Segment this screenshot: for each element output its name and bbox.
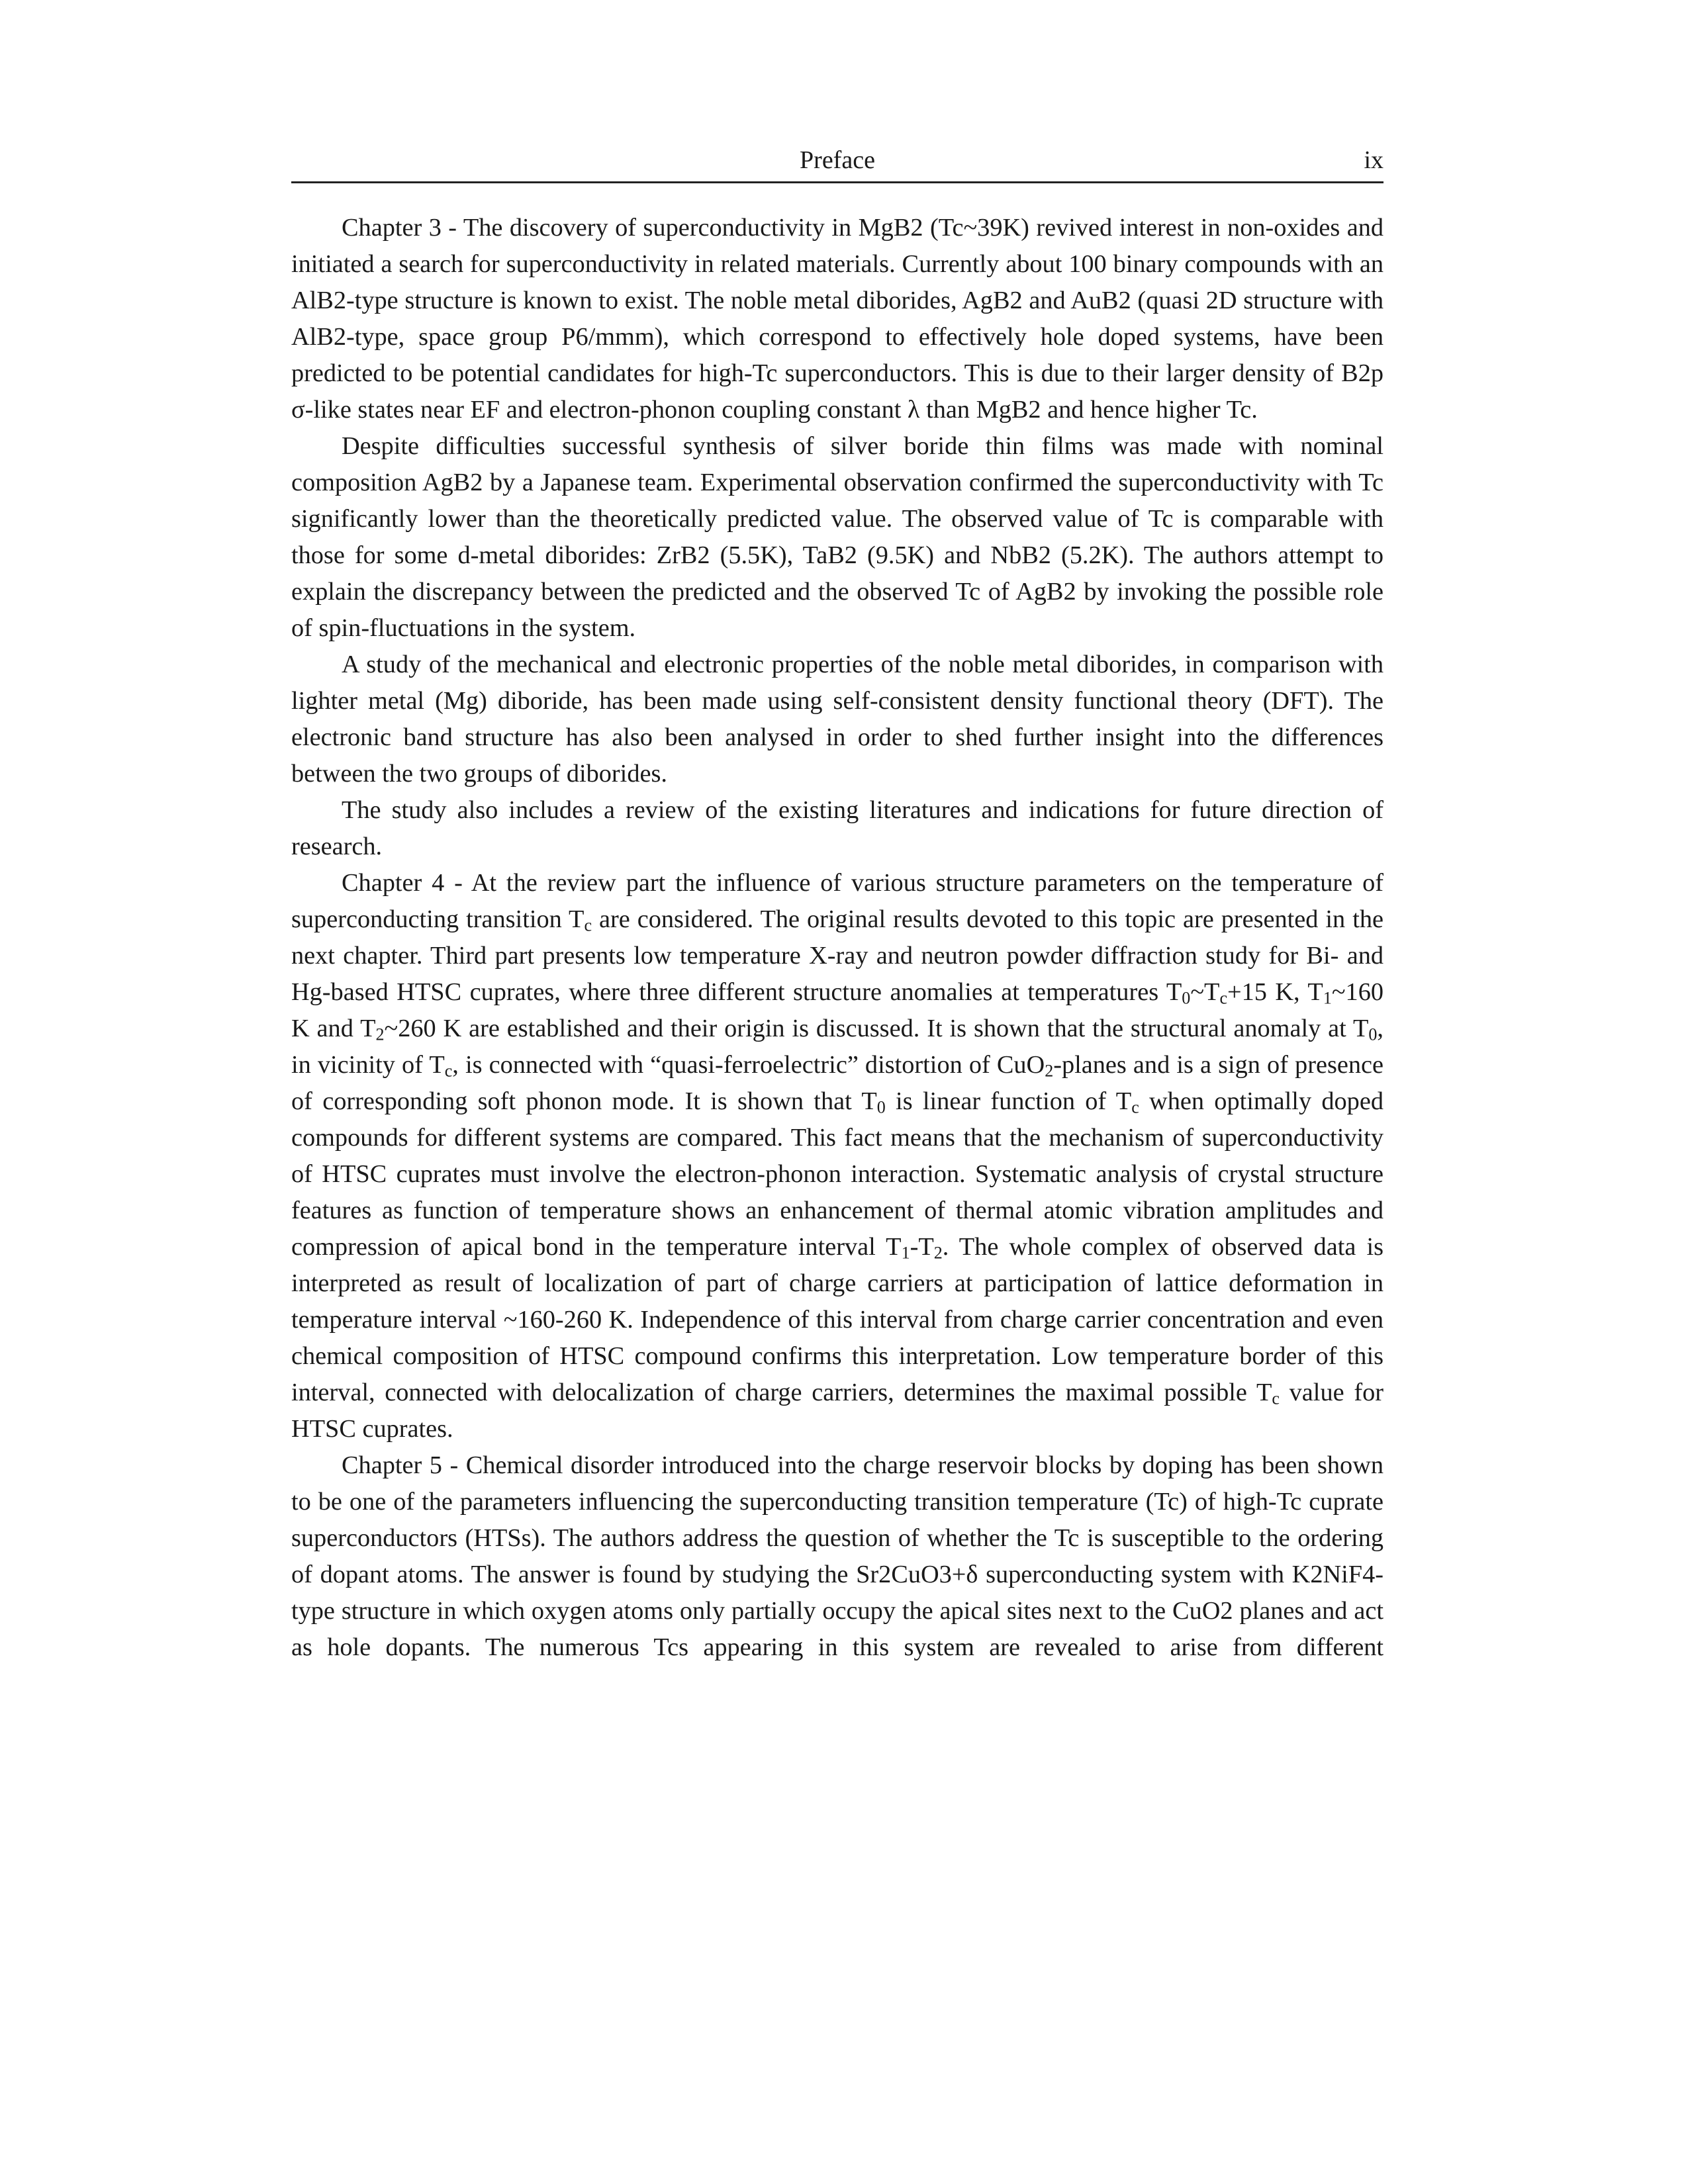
paragraph-review: The study also includes a review of the existing literatures and indications for future direction of research. <box>291 796 1383 860</box>
paragraph-chapter-5: Chapter 5 - Chemical disorder introduced into the charge reservoir blocks by doping has been shown to be one of the parameters influencing the superconducting transition temperature (Tc) of high-Tc cuprate superconductors (HTSs). The authors address the question of whether the Tc is susceptible to the ordering of dopant atoms. The answer is found by studying the Sr2CuO3+δ superconducting system with K2NiF4-type structure in which oxygen atoms only partially occupy the apical sites next to the CuO2 planes and act as hole dopants. The numerous Tcs appearing in this system are revealed to arise from different <box>291 1451 1383 1661</box>
header-title: Preface <box>800 146 875 174</box>
paragraph-silver-boride: Despite difficulties successful synthesis of silver boride thin films was made with nominal composition AgB2 by a Japanese team. Experimental observation confirmed the superconductivity with Tc significantly lower than the theoretically predicted value. The observed value of Tc is comparable with those for some d-metal diborides: ZrB2 (5.5K), TaB2 (9.5K) and NbB2 (5.2K). The authors attempt to explain the discrepancy between the predicted and the observed Tc of AgB2 by invoking the possible role of spin-fluctuations in the system. <box>291 432 1383 642</box>
paragraph-chapter-3: Chapter 3 - The discovery of superconductivity in MgB2 (Tc~39K) revived interest in non-oxides and initiated a search for superconductivity in related materials. Currently about 100 binary compounds with an AlB2-type structure is known to exist. The noble metal diborides, AgB2 and AuB2 (quasi 2D structure with AlB2-type, space group P6/mmm), which correspond to effectively hole doped systems, have been predicted to be potential candidates for high-Tc superconductors. This is due to their larger density of B2p σ-like states near EF and electron-phonon coupling constant λ than MgB2 and hence higher Tc. <box>291 214 1383 424</box>
page-number: ix <box>1364 146 1383 174</box>
document-page <box>291 142 1383 1666</box>
page-body <box>291 210 1383 1666</box>
paragraph-chapter-4: Chapter 4 - At the review part the influence of various structure parameters on the temperature of superconducting transition $T_c$ are considered. The original results devoted to this topic are presented in the next chapter. Third part presents low temperature X-ray and neutron powder diffraction study for Bi- and Hg-based HTSC cuprates, where three different structure anomalies at temperatures $T_0\sim T_c+15$ K, $T_1\sim 160$ K and $T_2\sim 260$ K are established and their origin is discussed. It is shown that the structural anomaly at $T_0$, in vicinity of $T_c$, is connected with “quasi-ferroelectric” distortion of CuO$_2$-planes and is a sign of presence of corresponding soft phonon mode. It is shown that $T_0$ is linear function of $T_c$ when optimally doped compounds for different systems are compared. This fact means that the mechanism of superconductivity of HTSC cuprates must involve the electron-phonon interaction. Systematic analysis of crystal structure features as function of temperature shows an enhancement of thermal atomic vibration amplitudes and compression of apical bond in the temperature interval $T_1-T_2$. The whole complex of observed data is interpreted as result of localization of part of charge carriers at participation of lattice deformation in temperature interval ~160-260 K. Independence of this interval from charge carrier concentration and even chemical composition of HTSC compound confirms this interpretation. Low temperature border of this interval, connected with delocalization of charge carriers, determines the maximal possible $T_c$ value for HTSC cuprates. <box>291 869 1384 1443</box>
paragraph-dft-study: A study of the mechanical and electronic properties of the noble metal diborides, in comparison with lighter metal (Mg) diboride, has been made using self-consistent density functional theory (DFT). The electronic band structure has also been analysed in order to shed further insight into the differences between the two groups of diborides. <box>291 651 1383 788</box>
running-header <box>291 142 1383 183</box>
